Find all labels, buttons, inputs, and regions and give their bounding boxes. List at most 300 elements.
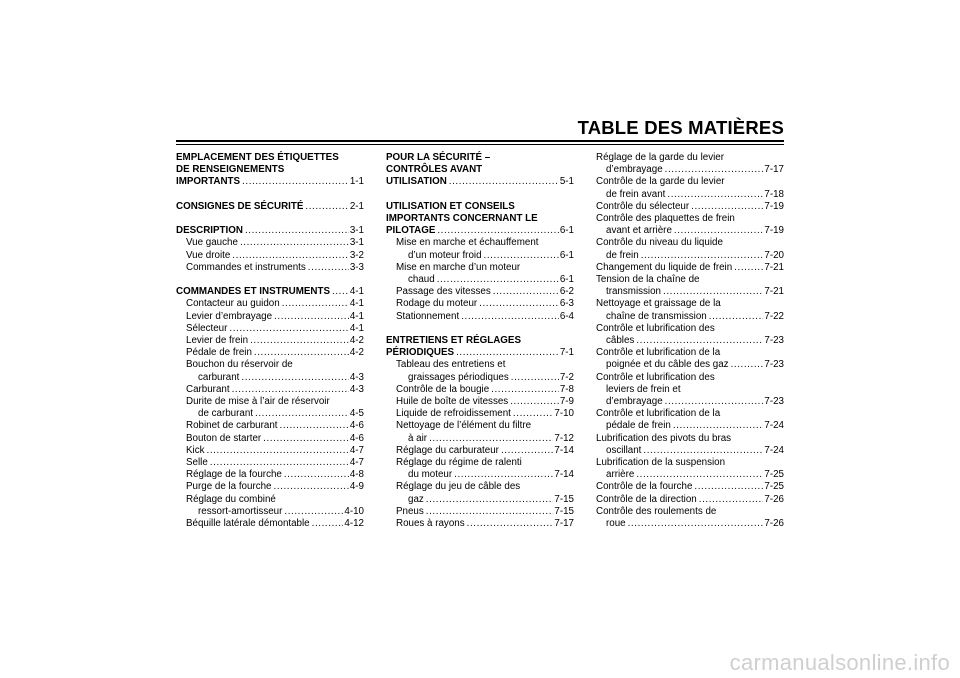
toc-entry-text: [596, 372, 784, 384]
toc-entry-text: [386, 481, 574, 493]
page-title: TABLE DES MATIÈRES: [577, 117, 784, 138]
toc-page-number: 2-1: [349, 200, 364, 212]
toc-leader-dots: [699, 494, 764, 506]
toc-leader-dots: [284, 506, 343, 518]
toc-entry[interactable]: [596, 189, 784, 201]
toc-leader-dots: [674, 225, 764, 237]
toc-entry-label: leviers de frein et: [606, 383, 681, 395]
toc-entry-label: du moteur: [408, 469, 453, 481]
toc-entry-label: COMMANDES ET INSTRUMENTS: [176, 286, 331, 298]
toc-entry[interactable]: [176, 408, 364, 420]
toc-section: [386, 152, 574, 189]
toc-leader-dots: [510, 396, 559, 408]
toc-entry-label: UTILISATION ET CONSEILS: [386, 200, 515, 212]
toc-leader-dots: [229, 323, 348, 335]
toc-entry-label: Contrôle des roulements de: [596, 505, 717, 517]
toc-entry-text: [176, 152, 364, 164]
toc-page-number: 4-1: [349, 286, 364, 298]
toc-entry-label: d’embrayage: [606, 396, 663, 408]
toc-leader-dots: [665, 164, 764, 176]
toc-entry-label: Pneus: [396, 505, 424, 517]
toc-leader-dots: [709, 311, 764, 323]
watermark: carmanualsonline.info: [729, 650, 950, 675]
toc-page-number: 4-1: [349, 322, 364, 334]
toc-leader-dots: [305, 201, 348, 213]
toc-entry-label: pédale de frein: [606, 420, 671, 432]
toc-leader-dots: [665, 396, 764, 408]
toc-entry[interactable]: [176, 481, 364, 493]
toc-entry-label: UTILISATION: [386, 176, 447, 188]
toc-entry-label: POUR LA SÉCURITÉ –: [386, 152, 491, 163]
toc-entry-label: Contrôle du sélecteur: [596, 200, 690, 212]
toc-entry[interactable]: [386, 250, 574, 262]
toc-entry[interactable]: [386, 372, 574, 384]
toc-entry[interactable]: [596, 359, 784, 371]
toc-entry-label: Contrôle de la garde du levier: [596, 176, 725, 188]
toc-entry-label: Levier de frein: [186, 335, 249, 346]
toc-page-number: 7-26: [764, 518, 784, 530]
toc-leader-dots: [449, 176, 559, 188]
toc-entry[interactable]: [176, 286, 364, 298]
toc-page-number: 7-20: [764, 249, 784, 261]
toc-entry[interactable]: [596, 445, 784, 457]
toc-entry[interactable]: [596, 469, 784, 481]
toc-page-number: 6-3: [559, 298, 574, 310]
toc-leader-dots: [663, 286, 763, 298]
toc-entry-label: chaîne de transmission: [606, 310, 707, 322]
toc-entry-text: [386, 237, 574, 249]
toc-entry[interactable]: [596, 311, 784, 323]
toc-section: [176, 201, 364, 213]
toc-page-number: 6-2: [559, 286, 574, 298]
toc-leader-dots: [245, 225, 349, 237]
toc-entry-text: [386, 262, 574, 274]
toc-entry[interactable]: [596, 250, 784, 262]
toc-entry-label: Mise en marche d’un moteur: [396, 261, 521, 273]
toc-leader-dots: [241, 372, 348, 384]
toc-leader-dots: [454, 469, 553, 481]
toc-section: [386, 335, 574, 530]
toc-entry-text: [596, 323, 784, 335]
toc-entry-label: Contrôle de la bougie: [396, 383, 490, 395]
toc-entry-label: Pédale de frein: [186, 347, 252, 359]
toc-entry-label: PÉRIODIQUES: [386, 347, 455, 359]
toc-entry-label: Huile de boîte de vitesses: [396, 396, 509, 408]
toc-column-2: [386, 152, 574, 542]
toc-page-number: 7-12: [554, 432, 574, 444]
toc-page-number: 4-12: [344, 518, 364, 530]
toc-entry-label: Réglage du carburateur: [396, 444, 499, 456]
toc-entry[interactable]: [176, 433, 364, 445]
toc-page-number: 7-24: [764, 444, 784, 456]
toc-entry-label: Robinet de carburant: [186, 420, 278, 432]
toc-leader-dots: [254, 347, 349, 359]
toc-entry-label: Nettoyage et graissage de la: [596, 298, 721, 310]
toc-entry-label: avant et arrière: [606, 225, 672, 237]
toc-entry[interactable]: [596, 225, 784, 237]
toc-entry-label: IMPORTANTS: [176, 176, 241, 188]
toc-entry[interactable]: [386, 176, 574, 188]
toc-page-number: 6-4: [559, 310, 574, 322]
toc-entry[interactable]: [596, 481, 784, 493]
toc-leader-dots: [232, 250, 349, 262]
toc-entry-label: de frein avant: [606, 188, 666, 200]
toc-section: [176, 152, 364, 189]
toc-entry-label: Contrôle et lubrification des: [596, 371, 715, 383]
toc-entry-text: [386, 420, 574, 432]
toc-page-number: 7-18: [764, 188, 784, 200]
toc-page-number: 3-2: [349, 249, 364, 261]
toc-entry-text: [386, 359, 574, 371]
toc-entry-label: de frein: [606, 249, 639, 261]
toc-entry-text: [176, 164, 364, 176]
toc-page-number: 5-1: [559, 176, 574, 188]
toc-entry-text: [386, 457, 574, 469]
toc-entry-label: Changement du liquide de frein: [596, 261, 733, 273]
toc-entry-label: ressort-amortisseur: [198, 505, 283, 517]
toc-entry[interactable]: [176, 237, 364, 249]
toc-entry[interactable]: [176, 445, 364, 457]
toc-page-number: 4-3: [349, 383, 364, 395]
toc-page-number: 7-14: [554, 444, 574, 456]
toc-entry-label: PILOTAGE: [386, 225, 436, 237]
toc-entry-text: [176, 396, 364, 408]
toc-page-number: 4-7: [349, 444, 364, 456]
toc-leader-dots: [641, 250, 764, 262]
toc-entry-label: Réglage du jeu de câble des: [396, 481, 521, 493]
toc-page-number: 7-15: [554, 505, 574, 517]
toc-leader-dots: [511, 372, 559, 384]
toc-leader-dots: [207, 445, 349, 457]
toc-leader-dots: [242, 176, 349, 188]
toc-leader-dots: [491, 384, 559, 396]
toc-page-number: 3-1: [349, 237, 364, 249]
toc-leader-dots: [461, 311, 559, 323]
toc-page-number: 7-17: [764, 164, 784, 176]
toc-entry[interactable]: [176, 469, 364, 481]
toc-entry-label: chaud: [408, 274, 435, 286]
toc-entry-text: [596, 408, 784, 420]
toc-entry-label: Durite de mise à l’air de réservoir: [186, 396, 330, 408]
toc-leader-dots: [437, 274, 559, 286]
toc-entry-label: Contrôle de la direction: [596, 493, 697, 505]
toc-page-number: 7-19: [764, 225, 784, 237]
toc-entry[interactable]: [386, 225, 574, 237]
toc-page-number: 6-1: [559, 249, 574, 261]
toc-entry[interactable]: [176, 457, 364, 469]
toc-entry[interactable]: [386, 384, 574, 396]
toc-entry-label: Lubrification des pivots du bras: [596, 432, 732, 444]
toc-entry-label: roue: [606, 518, 626, 530]
toc-leader-dots: [232, 384, 349, 396]
toc-page-number: 6-1: [559, 274, 574, 286]
toc-page-number: 4-1: [349, 298, 364, 310]
toc-entry-label: Sélecteur: [186, 322, 228, 334]
toc-entry-text: [596, 506, 784, 518]
toc-entry-text: [596, 457, 784, 469]
toc-leader-dots: [429, 433, 553, 445]
toc-entry[interactable]: [176, 347, 364, 359]
toc-leader-dots: [282, 298, 349, 310]
toc-page-number: 3-3: [349, 261, 364, 273]
toc-entry-label: oscillant: [606, 444, 642, 456]
toc-entry[interactable]: [176, 176, 364, 188]
toc-page-number: 7-15: [554, 493, 574, 505]
toc-entry-label: Rodage du moteur: [396, 298, 478, 310]
toc-entry-text: [386, 201, 574, 213]
toc-page-number: 7-2: [559, 371, 574, 383]
toc-page-number: 7-8: [559, 383, 574, 395]
toc-entry-label: transmission: [606, 286, 661, 298]
toc-page-number: 7-14: [554, 469, 574, 481]
toc-entry[interactable]: [386, 445, 574, 457]
toc-page-number: 7-25: [764, 469, 784, 481]
toc-entry-label: arrière: [606, 469, 635, 481]
toc-leader-dots: [636, 335, 763, 347]
toc-page-number: 4-7: [349, 457, 364, 469]
toc-page-number: 7-19: [764, 200, 784, 212]
toc-entry[interactable]: [176, 420, 364, 432]
toc-entry-text: [386, 213, 574, 225]
toc-leader-dots: [426, 506, 554, 518]
toc-entry[interactable]: [596, 396, 784, 408]
toc-leader-dots: [673, 420, 764, 432]
title-rule-thick: [176, 140, 784, 142]
toc-leader-dots: [284, 469, 349, 481]
toc-page-number: 4-3: [349, 371, 364, 383]
toc-entry[interactable]: [596, 494, 784, 506]
toc-leader-dots: [240, 237, 349, 249]
toc-leader-dots: [691, 201, 763, 213]
toc-section: [176, 286, 364, 530]
toc-entry-label: CONTRÔLES AVANT: [386, 164, 483, 176]
toc-entry[interactable]: [386, 298, 574, 310]
toc-entry-text: [596, 384, 784, 396]
toc-entry-label: Tableau des entretiens et: [396, 359, 506, 371]
toc-entry[interactable]: [176, 506, 364, 518]
toc-leader-dots: [332, 286, 349, 298]
toc-entry-label: Kick: [186, 444, 205, 456]
toc-entry-label: d’un moteur froid: [408, 249, 482, 261]
toc-entry[interactable]: [176, 323, 364, 335]
toc-entry-label: Vue gauche: [186, 237, 238, 249]
toc-entry-label: graissages périodiques: [408, 371, 509, 383]
toc-leader-dots: [308, 262, 349, 274]
toc-entry-text: [596, 298, 784, 310]
toc-entry-label: Contrôle du niveau du liquide: [596, 237, 723, 249]
toc-entry[interactable]: [176, 372, 364, 384]
toc-entry-label: Béquille latérale démontable: [186, 518, 310, 530]
toc-entry[interactable]: [176, 225, 364, 237]
toc-page-number: 7-23: [764, 396, 784, 408]
toc-entry-label: Nettoyage de l’élément du filtre: [396, 420, 532, 432]
toc-leader-dots: [493, 286, 559, 298]
toc-page-number: 4-8: [349, 469, 364, 481]
toc-entry-label: carburant: [198, 371, 240, 383]
toc-entry-label: poignée et du câble des gaz: [606, 359, 729, 371]
toc-page-number: 7-21: [764, 286, 784, 298]
toc-page-number: 4-9: [349, 481, 364, 493]
toc-entry-label: Contacteur au guidon: [186, 298, 280, 310]
toc-leader-dots: [643, 445, 763, 457]
toc-entry-label: Selle: [186, 457, 208, 469]
toc-entry-label: Lubrification de la suspension: [596, 457, 726, 469]
toc-section: [176, 225, 364, 274]
toc-entry-label: Stationnement: [396, 310, 460, 322]
toc-entry[interactable]: [386, 408, 574, 420]
toc-page-number: 7-26: [764, 493, 784, 505]
toc-page-number: 7-23: [764, 335, 784, 347]
toc-column-1: [176, 152, 364, 542]
toc-page-number: 7-1: [559, 347, 574, 359]
toc-page-number: 7-21: [764, 261, 784, 273]
toc-entry[interactable]: [386, 286, 574, 298]
toc-entry-label: de carburant: [198, 408, 254, 420]
toc-entry-label: Bouton de starter: [186, 432, 262, 444]
toc-leader-dots: [280, 420, 349, 432]
toc-entry[interactable]: [386, 469, 574, 481]
toc-leader-dots: [694, 481, 763, 493]
toc-leader-dots: [274, 311, 349, 323]
toc-leader-dots: [734, 262, 763, 274]
toc-entry[interactable]: [596, 286, 784, 298]
toc-leader-dots: [513, 408, 553, 420]
toc-entry[interactable]: [386, 347, 574, 359]
toc-page-number: 7-23: [764, 359, 784, 371]
toc-entry-text: [596, 347, 784, 359]
toc-page-number: 4-6: [349, 432, 364, 444]
toc-section: [386, 201, 574, 323]
toc-entry[interactable]: [596, 164, 784, 176]
toc-page-number: 7-9: [559, 396, 574, 408]
toc-page-number: 6-1: [559, 225, 574, 237]
toc-page-number: 7-17: [554, 518, 574, 530]
toc-leader-dots: [210, 457, 349, 469]
toc-entry[interactable]: [176, 384, 364, 396]
toc-leader-dots: [263, 433, 349, 445]
toc-leader-dots: [437, 225, 558, 237]
toc-entry-label: Contrôle et lubrification des: [596, 322, 715, 334]
toc-entry-label: à air: [408, 432, 428, 444]
toc-page-number: 7-22: [764, 310, 784, 322]
toc-entry-label: Vue droite: [186, 249, 231, 261]
toc-entry-label: Contrôle et lubrification de la: [596, 408, 721, 420]
toc-page-number: 7-24: [764, 420, 784, 432]
toc-entry-label: Passage des vitesses: [396, 286, 491, 298]
toc-page-number: 7-10: [554, 408, 574, 420]
toc-entry-label: Contrôle de la fourche: [596, 481, 693, 493]
toc-leader-dots: [479, 298, 559, 310]
toc-page-number: 4-10: [344, 505, 364, 517]
toc-entry[interactable]: [176, 518, 364, 530]
toc-entry[interactable]: [386, 433, 574, 445]
toc-entry-text: [386, 335, 574, 347]
toc-entry[interactable]: [596, 518, 784, 530]
toc-entry-label: Réglage de la garde du levier: [596, 152, 724, 163]
toc-entry-label: Mise en marche et échauffement: [396, 237, 539, 249]
toc-entry[interactable]: [176, 298, 364, 310]
toc-entry-text: [596, 433, 784, 445]
toc-entry-label: Réglage du régime de ralenti: [396, 457, 522, 469]
toc-entry-label: Commandes et instruments: [186, 261, 306, 273]
toc-entry[interactable]: [386, 494, 574, 506]
toc-entry-label: Contrôle des plaquettes de frein: [596, 213, 735, 225]
toc-leader-dots: [255, 408, 349, 420]
toc-entry[interactable]: [176, 250, 364, 262]
toc-entry-label: Levier d’embrayage: [186, 310, 273, 322]
toc-entry[interactable]: [386, 311, 574, 323]
toc-entry-label: Contrôle et lubrification de la: [596, 347, 721, 359]
toc-entry[interactable]: [596, 262, 784, 274]
toc-entry-label: Bouchon du réservoir de: [186, 359, 293, 371]
toc-leader-dots: [636, 469, 763, 481]
toc-entry-text: [596, 152, 784, 164]
toc-column-3: [596, 152, 784, 542]
toc-entry-label: Carburant: [186, 383, 230, 395]
toc-entry[interactable]: [596, 420, 784, 432]
toc-leader-dots: [501, 445, 553, 457]
toc-entry[interactable]: [176, 262, 364, 274]
toc-entry[interactable]: [176, 201, 364, 213]
toc-entry-label: câbles: [606, 335, 635, 347]
toc-leader-dots: [628, 518, 764, 530]
toc-leader-dots: [484, 250, 559, 262]
toc-entry-label: Roues à rayons: [396, 518, 465, 530]
toc-entry-label: Tension de la chaîne de: [596, 274, 700, 286]
toc-entry[interactable]: [386, 396, 574, 408]
toc-entry-text: [386, 152, 574, 164]
toc-section: [596, 152, 784, 530]
toc-leader-dots: [250, 335, 349, 347]
title-rule-thin: [176, 144, 784, 145]
toc-entry-label: Purge de la fourche: [186, 481, 272, 493]
toc-entry-label: EMPLACEMENT DES ÉTIQUETTES: [176, 152, 339, 163]
toc-leader-dots: [312, 518, 344, 530]
toc-page-number: 4-2: [349, 347, 364, 359]
toc-entry-label: IMPORTANTS CONCERNANT LE: [386, 213, 538, 224]
toc-entry[interactable]: [386, 274, 574, 286]
toc-entry-label: d’embrayage: [606, 164, 663, 176]
toc-leader-dots: [456, 347, 559, 359]
toc-entry-text: [596, 274, 784, 286]
toc-page-number: 4-1: [349, 310, 364, 322]
toc-page-number: 1-1: [349, 176, 364, 188]
toc-entry-label: DE RENSEIGNEMENTS: [176, 164, 285, 176]
toc-entry-text: [596, 176, 784, 188]
toc-entry-label: gaz: [408, 493, 424, 505]
toc-entry-label: DESCRIPTION: [176, 225, 243, 237]
toc-entry-label: CONSIGNES DE SÉCURITÉ: [176, 200, 304, 212]
toc-entry[interactable]: [386, 518, 574, 530]
toc-leader-dots: [274, 481, 349, 493]
toc-entry-text: [386, 164, 574, 176]
toc-leader-dots: [467, 518, 554, 530]
toc-entry-label: Réglage du combiné: [186, 493, 276, 505]
toc-leader-dots: [426, 494, 554, 506]
toc-page-number: 4-6: [349, 420, 364, 432]
toc-entry[interactable]: [176, 311, 364, 323]
toc-entry-text: [176, 359, 364, 371]
toc-entry[interactable]: [386, 506, 574, 518]
toc-entry[interactable]: [176, 335, 364, 347]
toc-entry-text: [176, 494, 364, 506]
toc-entry[interactable]: [596, 201, 784, 213]
toc-entry[interactable]: [596, 335, 784, 347]
toc-page-number: 4-2: [349, 335, 364, 346]
toc-entry-text: [596, 213, 784, 225]
toc-page-number: 7-25: [764, 481, 784, 493]
toc-leader-dots: [731, 359, 764, 371]
